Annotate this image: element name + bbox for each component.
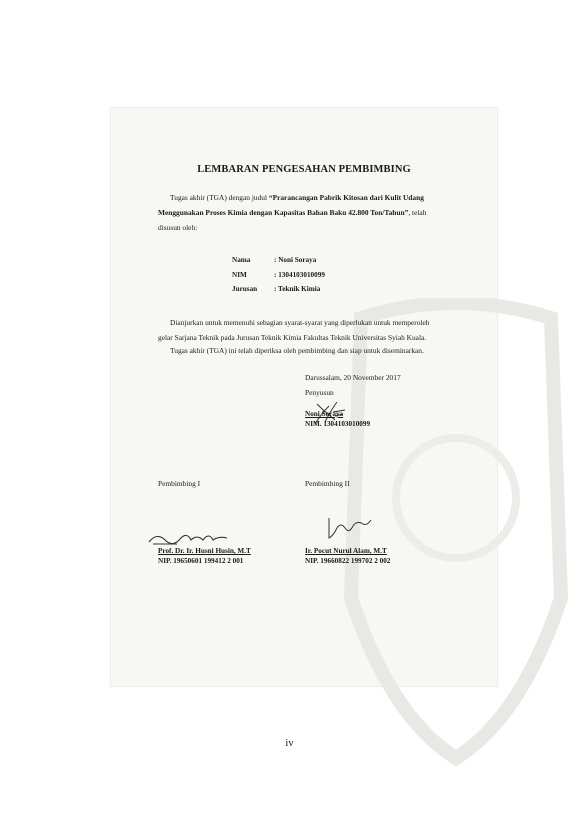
scanned-page (111, 108, 497, 686)
document-title: LEMBARAN PENGESAHAN PEMBIMBING (197, 164, 411, 175)
supervisor-1-nip: NIP. 19650601 199412 2 001 (158, 557, 244, 565)
intro-line-2: Menggunakan Proses Kimia dengan Kapasitas Bahan Baku 42.800 Ton/Tahun”, telah (158, 208, 427, 217)
supervisor-1-signature (147, 526, 231, 548)
field-label-nim: NIM (232, 271, 247, 279)
field-value-jurusan: : Teknik Kimia (274, 285, 321, 293)
author-name: Noni Soraya (305, 410, 344, 418)
thesis-title-line-2: Menggunakan Proses Kimia dengan Kapasitas Bahan Baku 42.800 Ton/Tahun” (158, 208, 409, 217)
thesis-title-line-1: “Prarancangan Pabrik Kitosan dari Kulit Udang (268, 193, 424, 202)
field-value-nim: : 1304103010099 (274, 271, 325, 279)
paragraph-2-line-2: gelar Sarjana Teknik pada Jurusan Teknik Kimia Fakultas Teknik Universitas Syiah Kuala. (158, 333, 427, 342)
supervisor-2-role: Pembimbing II (305, 479, 350, 488)
university-seal-watermark (341, 298, 571, 768)
intro-line-1: Tugas akhir (TGA) dengan judul “Prarancangan Pabrik Kitosan dari Kulit Udang (170, 193, 424, 202)
supervisor-2-name: Ir. Pocut Nurul Alam, M.T (305, 547, 387, 555)
author-nim: NIM. 1304103010099 (305, 420, 371, 428)
page-number: iv (285, 738, 294, 749)
field-label-jurusan: Jurusan (232, 285, 258, 293)
author-role: Penyusun (305, 388, 334, 397)
field-value-nama: : Noni Soraya (274, 256, 317, 264)
paragraph-2-line-1: Dianjurkan untuk memenuhi sebagian syarat-syarat yang diperlukan untuk memperoleh (170, 318, 430, 327)
supervisor-2-signature (319, 514, 373, 542)
paragraph-3: Tugas akhir (TGA) ini telah diperiksa oleh pembimbing dan siap untuk diseminarkan. (170, 346, 424, 355)
place-date: Darussalam, 20 November 2017 (305, 373, 401, 382)
supervisor-1-name: Prof. Dr. Ir. Husni Husin, M.T (158, 547, 251, 555)
supervisor-1-role: Pembimbing I (158, 479, 201, 488)
field-label-nama: Nama (232, 256, 251, 264)
intro-line-3: disusun oleh: (158, 223, 198, 232)
supervisor-2-nip: NIP. 19660822 199702 2 002 (305, 557, 391, 565)
